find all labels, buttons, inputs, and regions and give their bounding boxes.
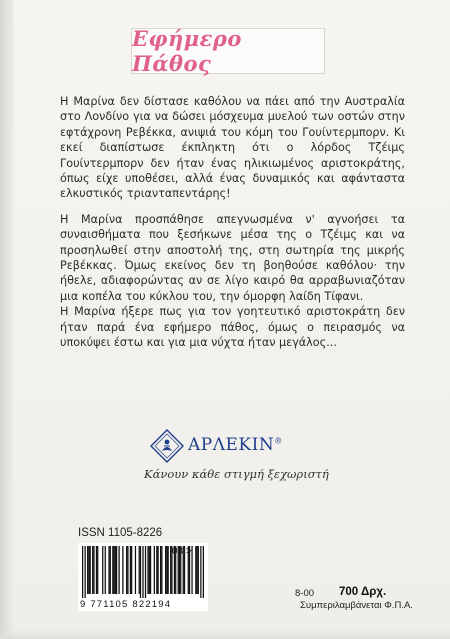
barcode-addon — [172, 546, 192, 557]
barcode-bar — [87, 546, 88, 594]
barcode-bar — [150, 546, 151, 594]
barcode-bar — [135, 546, 136, 594]
price: 700 Δρχ. — [339, 586, 387, 598]
barcode-bar — [108, 546, 109, 594]
barcode-digits: 9 771105 822194 — [80, 599, 172, 610]
barcode-bar — [88, 546, 89, 594]
barcode-bar — [127, 546, 128, 594]
barcode-bar — [93, 546, 94, 594]
barcode-bar — [149, 546, 150, 594]
barcode-bar — [142, 546, 143, 598]
trademark-symbol: ® — [274, 436, 283, 446]
barcode-bar — [166, 546, 167, 594]
barcode-bar — [156, 546, 157, 594]
barcode-bar — [102, 546, 103, 594]
cover-left-edge — [0, 0, 14, 639]
barcode-bar — [168, 546, 169, 594]
blurb-paragraph-3: Η Μαρίνα ήξερε πως για τον γοητευτικό αριστοκράτη δεν ήταν παρά ένα εφήμερο πάθος, όμως ο πειρασμός να υποκύψει έστω και για μια νύχτα ήταν μεγάλος... — [60, 305, 405, 350]
barcode-bar — [130, 546, 131, 594]
blurb-paragraph-1: Η Μαρίνα δεν δίστασε καθόλου να πάει από την Αυστραλία στο Λονδίνο για να δώσει μόσχευμα μυελού των οστών στην εφτάχρονη Ρεβέκκα, ανιψιά του κόμη του Γουίντερμπορν. Κι εκεί διαπίστωσε έκπληκτη ότι ο λόρδος Τζέιμς Γουίντερμπορν δεν ήταν ένας ηλικιωμένος αριστοκράτης, όπως είχε υποθέσει, αλλά ένας δυναμικός και αφάνταστα ελκυστικός τριανταπεντάρης! — [60, 95, 405, 201]
barcode-bar — [110, 546, 111, 594]
harlequin-diamond-icon — [150, 429, 184, 463]
barcode-addon-mark: > — [185, 546, 192, 557]
barcode-addon-code: 03 — [172, 546, 184, 557]
cover-bottom-edge — [0, 629, 450, 639]
title-frame — [132, 26, 324, 76]
barcode-bar — [92, 546, 93, 594]
publisher-tagline: Κάνουν κάθε στιγμή ξεχωριστή — [144, 467, 329, 481]
barcode-bar — [139, 546, 140, 594]
barcode-bar — [116, 546, 117, 594]
barcode-bar — [200, 546, 201, 598]
barcode-bar — [147, 546, 148, 594]
book-title: Εφήμερο Πάθος — [132, 26, 242, 76]
publisher-name: ΑΡΛΕΚΙΝ® — [188, 435, 283, 455]
barcode-bar — [157, 546, 158, 594]
barcode-bar — [97, 546, 98, 594]
barcode-bar — [196, 546, 197, 594]
issn-number: ISSN 1105-8226 — [78, 527, 163, 539]
issue-code: 8-00 — [295, 588, 315, 599]
barcode-bar — [122, 546, 123, 594]
blurb-paragraph-2: Η Μαρίνα προσπάθησε απεγνωσμένα ν' αγνοήσει τα συναισθήματα που ξεσήκωνε μέσα της ο Τζέιμς και να προσηλωθεί στην αποστολή της, στη σωτηρία της μικρής Ρεβέκκας. Όμως εκείνος δεν τη βοηθούσε καθόλου· την ήθελε, αδιαφορώντας αν σε λίγο καιρό θα αρραβωνιαζόταν μια κοπέλα του κύκλου του, την όμορφη λαίδη Τίφανι. — [60, 212, 405, 303]
blurb-text — [60, 94, 405, 351]
barcode-bar — [118, 546, 119, 594]
barcode-bar — [96, 546, 97, 594]
barcode-bar — [105, 546, 106, 594]
barcode-bar — [195, 546, 196, 594]
barcode-bar — [112, 546, 113, 594]
barcode-bar — [85, 546, 86, 598]
barcode-bar — [160, 546, 161, 594]
barcode-bar — [165, 546, 166, 594]
barcode-bar — [131, 546, 132, 594]
barcode-bar — [198, 546, 199, 594]
barcode-bar — [115, 546, 116, 594]
barcode-bar — [113, 546, 114, 594]
barcode-bar — [145, 546, 146, 598]
barcode-bar — [161, 546, 162, 594]
barcode-bar — [126, 546, 127, 594]
barcode-bar — [90, 546, 91, 594]
barcode-bar — [82, 546, 83, 598]
vat-note: Συμπεριλαμβάνεται Φ.Π.Α. — [300, 600, 413, 611]
barcode-bar — [203, 546, 204, 598]
barcode-bar — [140, 546, 141, 598]
barcode-bar — [154, 546, 155, 594]
